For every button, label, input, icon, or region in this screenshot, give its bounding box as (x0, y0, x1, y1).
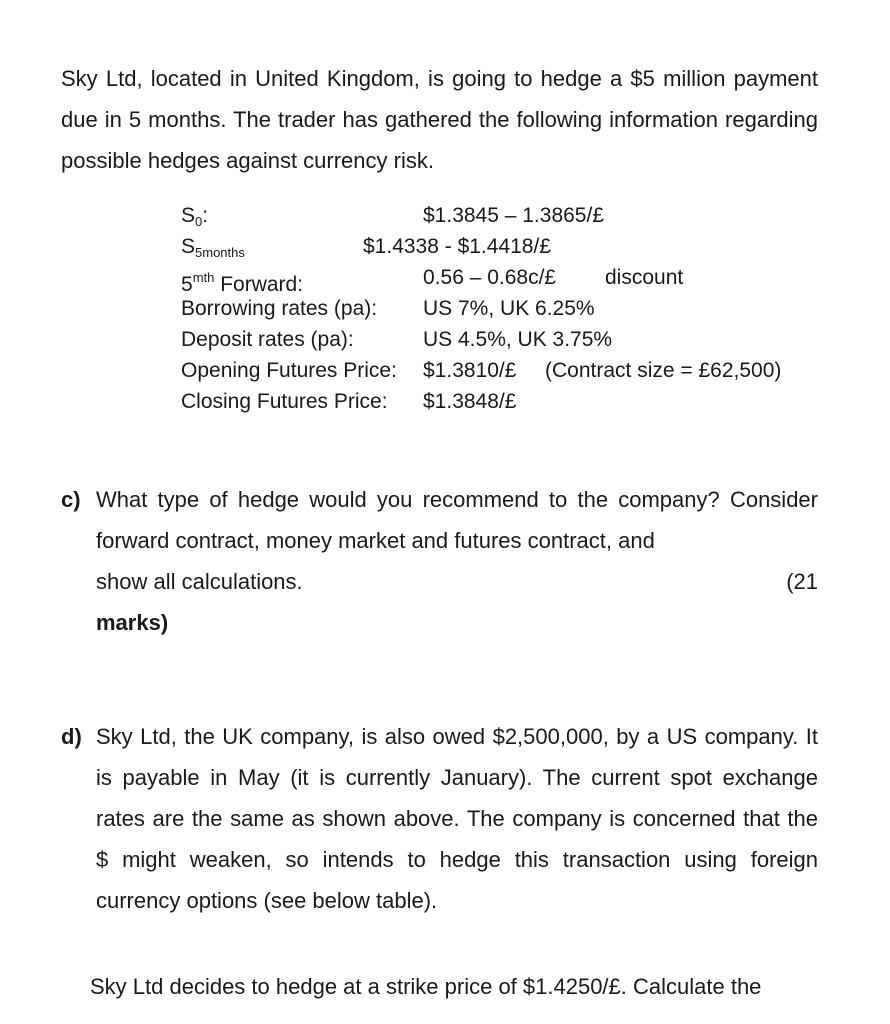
question-d-letter: d) (61, 724, 82, 749)
spot-value: $1.3845 – 1.3865/£ (423, 204, 605, 227)
question-c-last-line (96, 561, 818, 602)
question-c-letter: c) (61, 487, 81, 512)
question-c-last-text: show all calculations. (96, 569, 303, 594)
s5-label: S5months (181, 235, 245, 260)
borrowing-label: Borrowing rates (pa): (181, 297, 378, 320)
spot-label: S0: (181, 204, 209, 229)
forward-value: 0.56 – 0.68c/£ (423, 266, 557, 289)
question-c (61, 479, 818, 643)
deposit-label: Deposit rates (pa): (181, 328, 354, 351)
forward-note: discount (605, 266, 684, 289)
closing-futures-label: Closing Futures Price: (181, 390, 388, 413)
opening-futures-label: Opening Futures Price: (181, 359, 397, 382)
question-d (61, 716, 818, 921)
forward-label: $5^{mth}$ Forward: (181, 270, 304, 296)
question-c-marks-close: marks) (96, 610, 169, 635)
borrowing-value: US 7%, UK 6.25% (423, 297, 595, 320)
question-c-text: What type of hedge would you recommend to the company? Consider forward contract, money market and futures contract, and (96, 487, 818, 553)
question-c-body (96, 479, 818, 643)
opening-futures-note: (Contract size = £62,500) (545, 359, 782, 382)
question-c-marks-open: (21 (786, 569, 818, 594)
final-text: Sky Ltd decides to hedge at a strike price of $1.4250/£. Calculate the (90, 974, 762, 999)
closing-futures-value: $1.3848/£ (423, 390, 517, 413)
s5-value: $1.4338 - $1.4418/£ (363, 235, 551, 258)
question-d-body: Sky Ltd, the UK company, is also owed $2,500,000, by a US company. It is payable in May (it is currently January). The current spot exchange rates are the same as shown above. The company is concerned that the $ might weaken, so intends to hedge this transaction using foreign currency options (see below table). (96, 724, 818, 913)
opening-futures-value: $1.3810/£ (423, 359, 517, 382)
deposit-value: US 4.5%, UK 3.75% (423, 328, 613, 351)
intro-paragraph: Sky Ltd, located in United Kingdom, is going to hedge a $5 million payment due in 5 months. The trader has gathered the following information regarding possible hedges against currency risk. (61, 66, 818, 173)
